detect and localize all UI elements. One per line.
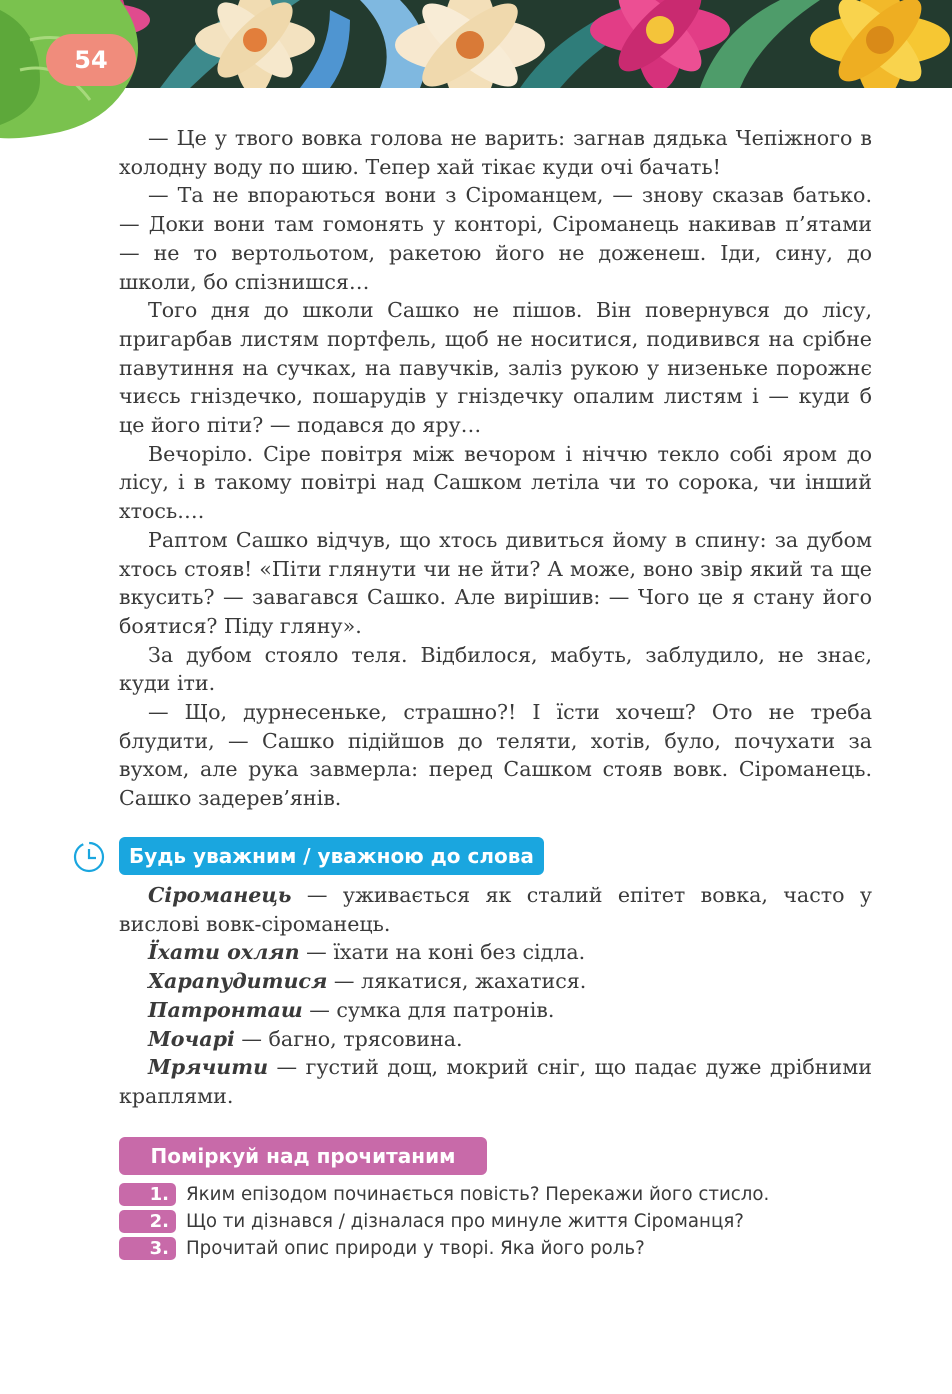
question-item — [119, 1236, 879, 1261]
think-heading: Поміркуй над прочитаним — [119, 1137, 487, 1175]
vocab-entry — [119, 1053, 872, 1110]
story-paragraph: — Та не впораються вони з Сіроманцем, — знову сказав батько. — Доки вони там гомонять у конторі, Сіроманець накивав п’ятами — не то вертольотом, ракетою його не доженеш. Іди, сину, до школи, бо спізнишся… — [119, 183, 872, 294]
vocab-term: Мочарі — [148, 1026, 235, 1051]
vocab-term: Патронташ — [148, 997, 303, 1022]
vocab-list — [119, 881, 872, 1111]
story-paragraph: Вечоріло. Сіре повітря між вечором і ніччю текло собі яром до лісу, і в такому повітрі над Сашком летіла чи то сорока, чи інший хтось…. — [119, 441, 872, 524]
question-text: Прочитай опис природи у творі. Яка його роль? — [186, 1238, 645, 1259]
flower-banner — [0, 0, 952, 140]
page-number: 54 — [46, 34, 136, 86]
question-number: 2. — [119, 1210, 176, 1233]
question-number: 1. — [119, 1183, 176, 1206]
vocab-definition: — лякатися, жахатися. — [327, 969, 587, 994]
vocab-heading: Будь уважним / уважною до слова — [119, 837, 544, 875]
story-paragraph: — Що, дурнесеньке, страшно?! І їсти хочеш? Ото не треба блудити, — Сашко підійшов до теляти, хотів, було, почухати за вухом, але рука завмерла: перед Сашком стояв вовк. Сіроманець. Сашко задерев’янів. — [119, 700, 872, 811]
question-number: 3. — [119, 1237, 176, 1260]
vocab-definition: — сумка для патронів. — [302, 997, 555, 1022]
vocab-entry — [119, 1025, 872, 1054]
vocab-entry — [119, 938, 872, 967]
question-item — [119, 1209, 879, 1234]
vocab-entry — [119, 996, 872, 1025]
vocab-definition: — уживається як сталий епітет вовка, часто у вислові вовк-сіроманець. — [119, 883, 872, 936]
story-paragraph: Раптом Сашко відчув, що хтось дивиться йому в спину: за дубом хтось стояв! «Піти глянути чи не йти? А може, воно звір який та ще вкусить? — завагався Сашко. Але вирішив: — Чого це я стану його боятися? Піду гляну». — [119, 527, 872, 638]
story-paragraph: За дубом стояло теля. Відбилося, мабуть, заблудило, не знає, куди іти. — [119, 642, 872, 696]
question-text: Що ти дізнався / дізналася про минуле життя Сіроманця? — [186, 1211, 744, 1232]
story-paragraph: Того дня до школи Сашко не пішов. Він повернувся до лісу, пригарбав листям портфель, щоб не носитися, подивився на срібне павутиння на сучках, на павучків, заліз рукою у низеньке порожнє чиєсь гніздечко, пошарудів у гніздечку опалим листям і — куди б це його піти? — подався до яру… — [119, 298, 872, 438]
vocab-term: Сіроманець — [148, 883, 292, 907]
vocab-definition: — густий дощ, мокрий сніг, що падає дуже дрібними краплями. — [119, 1055, 872, 1108]
vocab-definition: — їхати на коні без сідла. — [299, 940, 586, 965]
vocab-term: Їхати охляп — [148, 940, 300, 965]
story-text — [119, 124, 872, 813]
vocab-definition: — багно, трясовина. — [234, 1026, 463, 1051]
clock-icon — [72, 840, 106, 874]
story-paragraph: — Це у твого вовка голова не варить: загнав дядька Чепіжного в холодну воду по шию. Тепер хай тікає куди очі бачать! — [119, 126, 872, 179]
vocab-entry — [119, 967, 872, 996]
vocab-term: Мрячити — [148, 1055, 269, 1080]
vocab-term: Харапудитися — [148, 969, 328, 994]
question-text: Яким епізодом починається повість? Перекажи його стисло. — [186, 1184, 770, 1205]
question-item — [119, 1182, 879, 1207]
vocab-entry — [119, 881, 872, 938]
